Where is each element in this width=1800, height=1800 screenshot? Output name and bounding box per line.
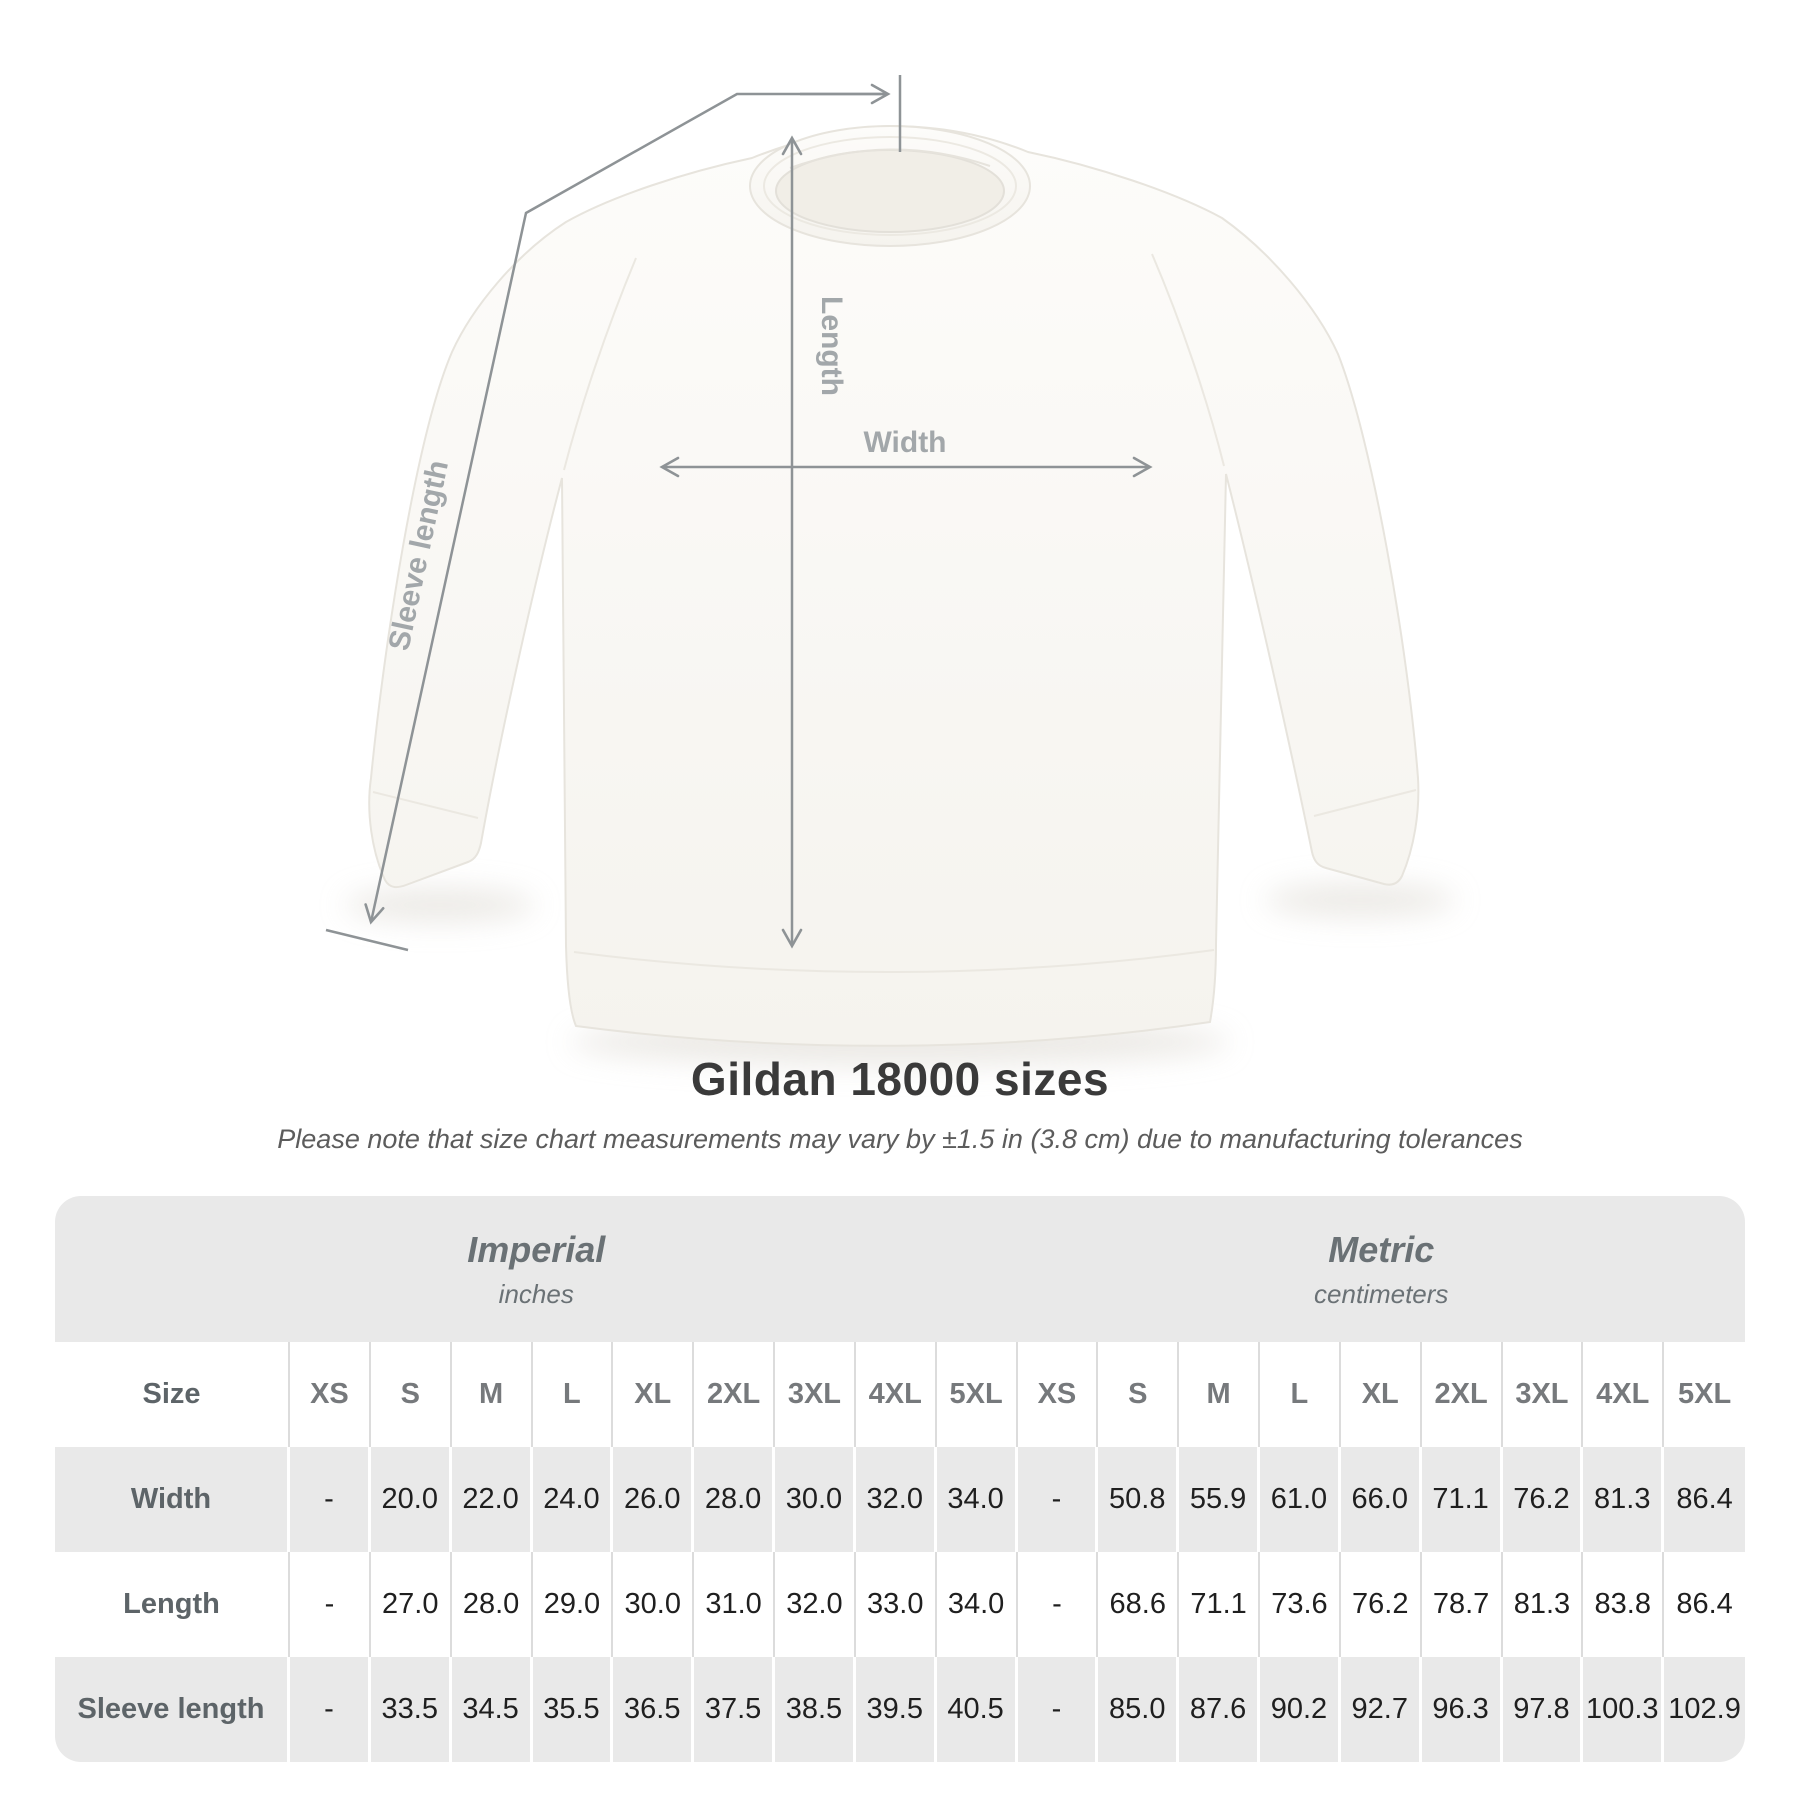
- size-col-header: XS: [290, 1342, 371, 1447]
- value-cell: 40.5: [937, 1657, 1018, 1762]
- value-cell: 33.0: [856, 1552, 937, 1657]
- value-cell: 38.5: [775, 1657, 856, 1762]
- size-col-header: 5XL: [937, 1342, 1018, 1447]
- value-cell: 39.5: [856, 1657, 937, 1762]
- value-cell: 71.1: [1422, 1447, 1503, 1552]
- size-col-header: 3XL: [1503, 1342, 1584, 1447]
- value-cell: 24.0: [533, 1447, 614, 1552]
- metric-label: Metric: [1328, 1228, 1435, 1270]
- imperial-group-header: [55, 1196, 1018, 1342]
- tolerance-note: Please note that size chart measurements may vary by ±1.5 in (3.8 cm) due to manufacturing tolerances: [277, 1124, 1523, 1154]
- metric-sublabel: centimeters: [1314, 1278, 1449, 1309]
- cuff-tick: [326, 930, 408, 950]
- value-cell: 102.9: [1664, 1657, 1745, 1762]
- row-label: Length: [55, 1552, 290, 1657]
- value-cell: 55.9: [1179, 1447, 1260, 1552]
- value-cell: 35.5: [533, 1657, 614, 1762]
- value-cell: -: [290, 1447, 371, 1552]
- size-col-header: M: [1179, 1342, 1260, 1447]
- size-header: Size: [55, 1342, 290, 1447]
- value-cell: 90.2: [1260, 1657, 1341, 1762]
- size-col-header: 4XL: [1583, 1342, 1664, 1447]
- value-cell: 33.5: [371, 1657, 452, 1762]
- unit-group-row: [55, 1196, 1745, 1342]
- width-label: Width: [863, 426, 947, 459]
- row-label: Sleeve length: [55, 1657, 290, 1762]
- value-cell: -: [290, 1552, 371, 1657]
- value-cell: 85.0: [1098, 1657, 1179, 1762]
- metric-group-header: [1018, 1196, 1746, 1342]
- value-cell: 27.0: [371, 1552, 452, 1657]
- value-cell: 31.0: [694, 1552, 775, 1657]
- value-cell: 68.6: [1098, 1552, 1179, 1657]
- value-cell: 32.0: [856, 1447, 937, 1552]
- value-cell: 87.6: [1179, 1657, 1260, 1762]
- value-cell: 34.0: [937, 1552, 1018, 1657]
- value-cell: 34.0: [937, 1447, 1018, 1552]
- value-cell: 26.0: [613, 1447, 694, 1552]
- value-cell: 30.0: [613, 1552, 694, 1657]
- value-cell: 29.0: [533, 1552, 614, 1657]
- value-cell: 50.8: [1098, 1447, 1179, 1552]
- size-col-header: XL: [1341, 1342, 1422, 1447]
- size-table: [55, 1196, 1745, 1762]
- sleeve-length-label: Sleeve length: [382, 457, 456, 654]
- value-cell: 81.3: [1503, 1552, 1584, 1657]
- size-col-header: S: [1098, 1342, 1179, 1447]
- value-cell: -: [1018, 1447, 1099, 1552]
- value-cell: 73.6: [1260, 1552, 1341, 1657]
- value-cell: 32.0: [775, 1552, 856, 1657]
- value-cell: 86.4: [1664, 1447, 1745, 1552]
- size-col-header: 2XL: [694, 1342, 775, 1447]
- value-cell: -: [290, 1657, 371, 1762]
- imperial-label: Imperial: [467, 1228, 606, 1270]
- page-title: Gildan 18000 sizes: [690, 1053, 1110, 1105]
- table-row-sleeve-length: [55, 1657, 1745, 1762]
- value-cell: 96.3: [1422, 1657, 1503, 1762]
- value-cell: 34.5: [452, 1657, 533, 1762]
- value-cell: 92.7: [1341, 1657, 1422, 1762]
- value-cell: -: [1018, 1657, 1099, 1762]
- value-cell: 97.8: [1503, 1657, 1584, 1762]
- value-cell: 30.0: [775, 1447, 856, 1552]
- value-cell: 28.0: [452, 1552, 533, 1657]
- value-cell: 36.5: [613, 1657, 694, 1762]
- size-col-header: 2XL: [1422, 1342, 1503, 1447]
- imperial-sublabel: inches: [498, 1278, 574, 1309]
- value-cell: 76.2: [1503, 1447, 1584, 1552]
- title-block: [0, 1052, 1800, 1155]
- value-cell: 86.4: [1676, 1588, 1733, 1620]
- size-col-header: L: [533, 1342, 614, 1447]
- size-header-row: [55, 1342, 1745, 1447]
- value-cell: 71.1: [1179, 1552, 1260, 1657]
- value-cell: 61.0: [1260, 1447, 1341, 1552]
- table-row-length: [55, 1552, 1745, 1657]
- value-cell: 37.5: [694, 1657, 775, 1762]
- value-cell: 76.2: [1341, 1552, 1422, 1657]
- size-col-header: S: [371, 1342, 452, 1447]
- table-row-width: [55, 1447, 1745, 1552]
- value-cell: 78.7: [1422, 1552, 1503, 1657]
- value-cell: 81.3: [1583, 1447, 1664, 1552]
- size-col-header: 3XL: [775, 1342, 856, 1447]
- value-cell: 83.8: [1583, 1552, 1664, 1657]
- length-label: Length: [815, 296, 848, 396]
- value-cell: 28.0: [694, 1447, 775, 1552]
- value-cell: 66.0: [1341, 1447, 1422, 1552]
- value-cell: 22.0: [452, 1447, 533, 1552]
- value-cell: -: [1018, 1552, 1099, 1657]
- value-cell: 20.0: [371, 1447, 452, 1552]
- size-col-header: 4XL: [856, 1342, 937, 1447]
- size-col-header: L: [1260, 1342, 1341, 1447]
- row-label: Width: [55, 1447, 290, 1552]
- size-col-header: XL: [613, 1342, 694, 1447]
- value-cell: 100.3: [1583, 1657, 1664, 1762]
- size-col-header: 5XL: [1677, 1378, 1732, 1410]
- size-col-header: M: [452, 1342, 533, 1447]
- size-col-header: XS: [1018, 1342, 1099, 1447]
